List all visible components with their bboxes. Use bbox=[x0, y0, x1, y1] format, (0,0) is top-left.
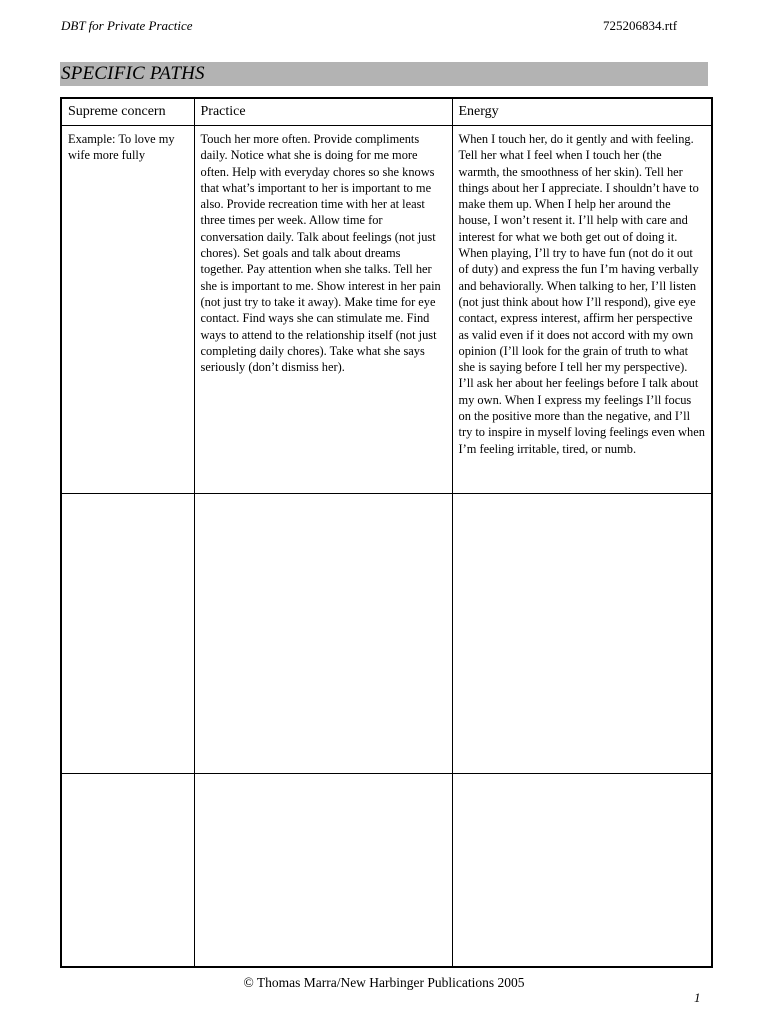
column-header-supreme-concern: Supreme concern bbox=[61, 98, 194, 126]
practice-cell: Touch her more often. Provide compliments daily. Notice what she is doing for me more often. Help with everyday chores so she knows that what’s important to her is important to me also. Provide recreation time with her at least three times per week. Allow time for conversation daily. Talk about feelings (not just chores). Set goals and talk about dreams together. Pay attention when she talks. Tell her she is important to me. Show interest in her pain (not just try to take it away). Make time for eye contact. Find ways she can stimulate me. Find ways to attend to the relationship itself (not just completing daily chores). Take what she says seriously (don’t dismiss her). bbox=[194, 126, 452, 494]
table-row bbox=[61, 126, 712, 494]
copyright-footer: © Thomas Marra/New Harbinger Publications 2005 bbox=[243, 975, 525, 990]
energy-cell[interactable] bbox=[452, 774, 712, 968]
page-number: 1 bbox=[694, 990, 701, 1005]
section-heading-bar bbox=[60, 62, 708, 86]
energy-cell[interactable] bbox=[452, 494, 712, 774]
document-filename: 725206834.rtf bbox=[603, 18, 678, 33]
table-row bbox=[61, 774, 712, 968]
practice-cell[interactable] bbox=[194, 494, 452, 774]
table-row bbox=[61, 494, 712, 774]
practice-cell[interactable] bbox=[194, 774, 452, 968]
supreme-concern-cell[interactable] bbox=[61, 494, 194, 774]
specific-paths-table bbox=[60, 97, 713, 968]
table-header-row bbox=[61, 98, 712, 126]
supreme-concern-cell: Example: To love my wife more fully bbox=[61, 126, 194, 494]
column-header-practice: Practice bbox=[194, 98, 452, 126]
document-header-title: DBT for Private Practice bbox=[61, 18, 193, 33]
supreme-concern-cell[interactable] bbox=[61, 774, 194, 968]
column-header-energy: Energy bbox=[452, 98, 712, 126]
energy-cell: When I touch her, do it gently and with feeling. Tell her what I feel when I touch her (the warmth, the smoothness of her skin). Tell her things about her I appreciate. I shouldn’t have to make them up. When I help her around the house, I won’t resent it. I’ll help with care and interest for what we both get out of doing it. When playing, I’ll try to have fun (not do it out of duty) and express the fun I’m having verbally and behaviorally. When talking to her, I’ll listen (not just think about how I’ll respond), give eye contact, express interest, affirm her perspective as valid even if it does not accord with my own opinion (I’ll look for the grain of truth to what she is saying before I tell her my perspective). I’ll ask her about her feelings before I talk about my own. When I express my feelings I’ll focus on the positive more than the negative, and I’ll try to inspire in myself loving feelings even when I’m feeling irritable, tired, or numb. bbox=[452, 126, 712, 494]
section-title: SPECIFIC PATHS bbox=[61, 63, 205, 84]
